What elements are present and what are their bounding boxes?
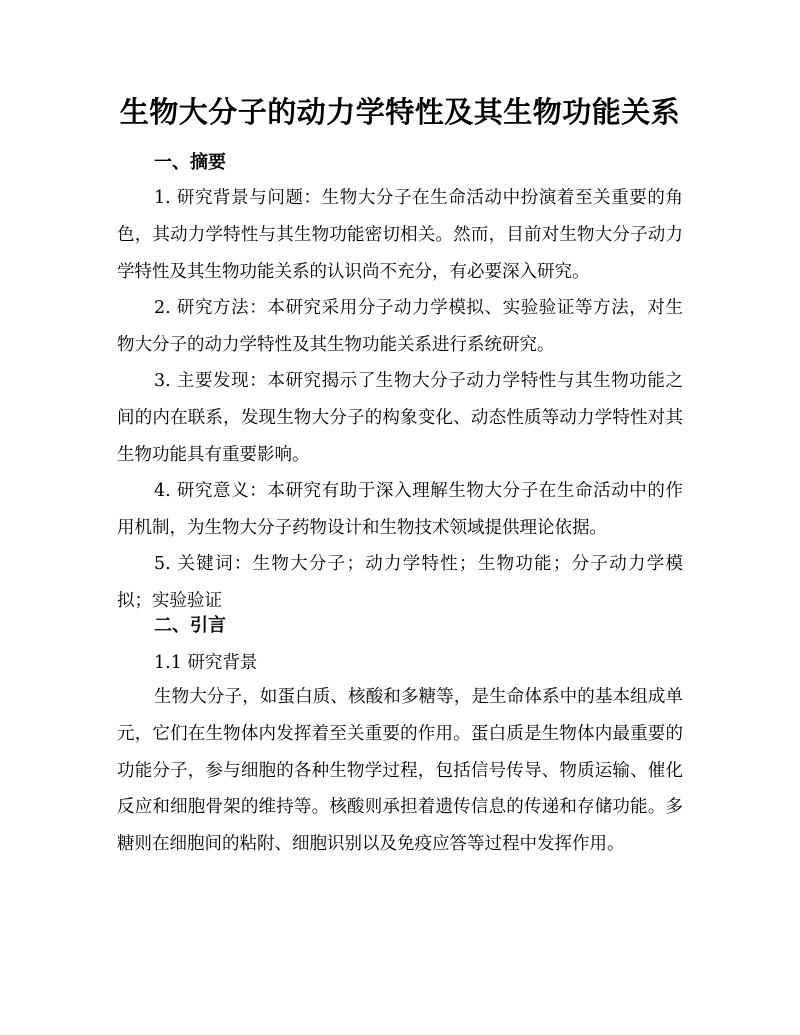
introduction-paragraph-1: 生物大分子，如蛋白质、核酸和多糖等，是生命体系中的基本组成单元，它们在生物体内发挥着至关重要的作用。蛋白质是生物体内最重要的功能分子，参与细胞的各种生物学过程，包括信号传导、物质运输、催化反应和细胞骨架的维持等。核酸则承担着遗传信息的传递和存储功能。多糖则在细胞间的粘附、细胞识别以及免疫应答等过程中发挥作用。: [117, 687, 683, 855]
document-title: 生物大分子的动力学特性及其生物功能关系: [119, 95, 681, 129]
abstract-paragraph-3: 3. 主要发现：本研究揭示了生物大分子动力学特性与其生物功能之间的内在联系，发现生物大分子的构象变化、动态性质等动力学特性对其生物功能具有重要影响。: [117, 371, 683, 465]
abstract-paragraph-1: 1. 研究背景与问题：生物大分子在生命活动中扮演着至关重要的角色，其动力学特性与其生物功能密切相关。然而，目前对生物大分子动力学特性及其生物功能关系的认识尚不充分，有必要深入研究。: [117, 188, 683, 282]
abstract-paragraph-4: 4. 研究意义：本研究有助于深入理解生物大分子在生命活动中的作用机制，为生物大分子药物设计和生物技术领域提供理论依据。: [117, 481, 683, 538]
subsection-heading-background: 1.1 研究背景: [154, 653, 258, 673]
abstract-paragraph-2: 2. 研究方法：本研究采用分子动力学模拟、实验验证等方法，对生物大分子的动力学特性及其生物功能关系进行系统研究。: [117, 298, 683, 355]
abstract-paragraph-5: 5. 关键词：生物大分子；动力学特性；生物功能；分子动力学模拟；实验验证: [117, 554, 683, 611]
section-heading-abstract: 一、摘要: [154, 152, 226, 173]
section-heading-introduction: 二、引言: [154, 615, 226, 636]
